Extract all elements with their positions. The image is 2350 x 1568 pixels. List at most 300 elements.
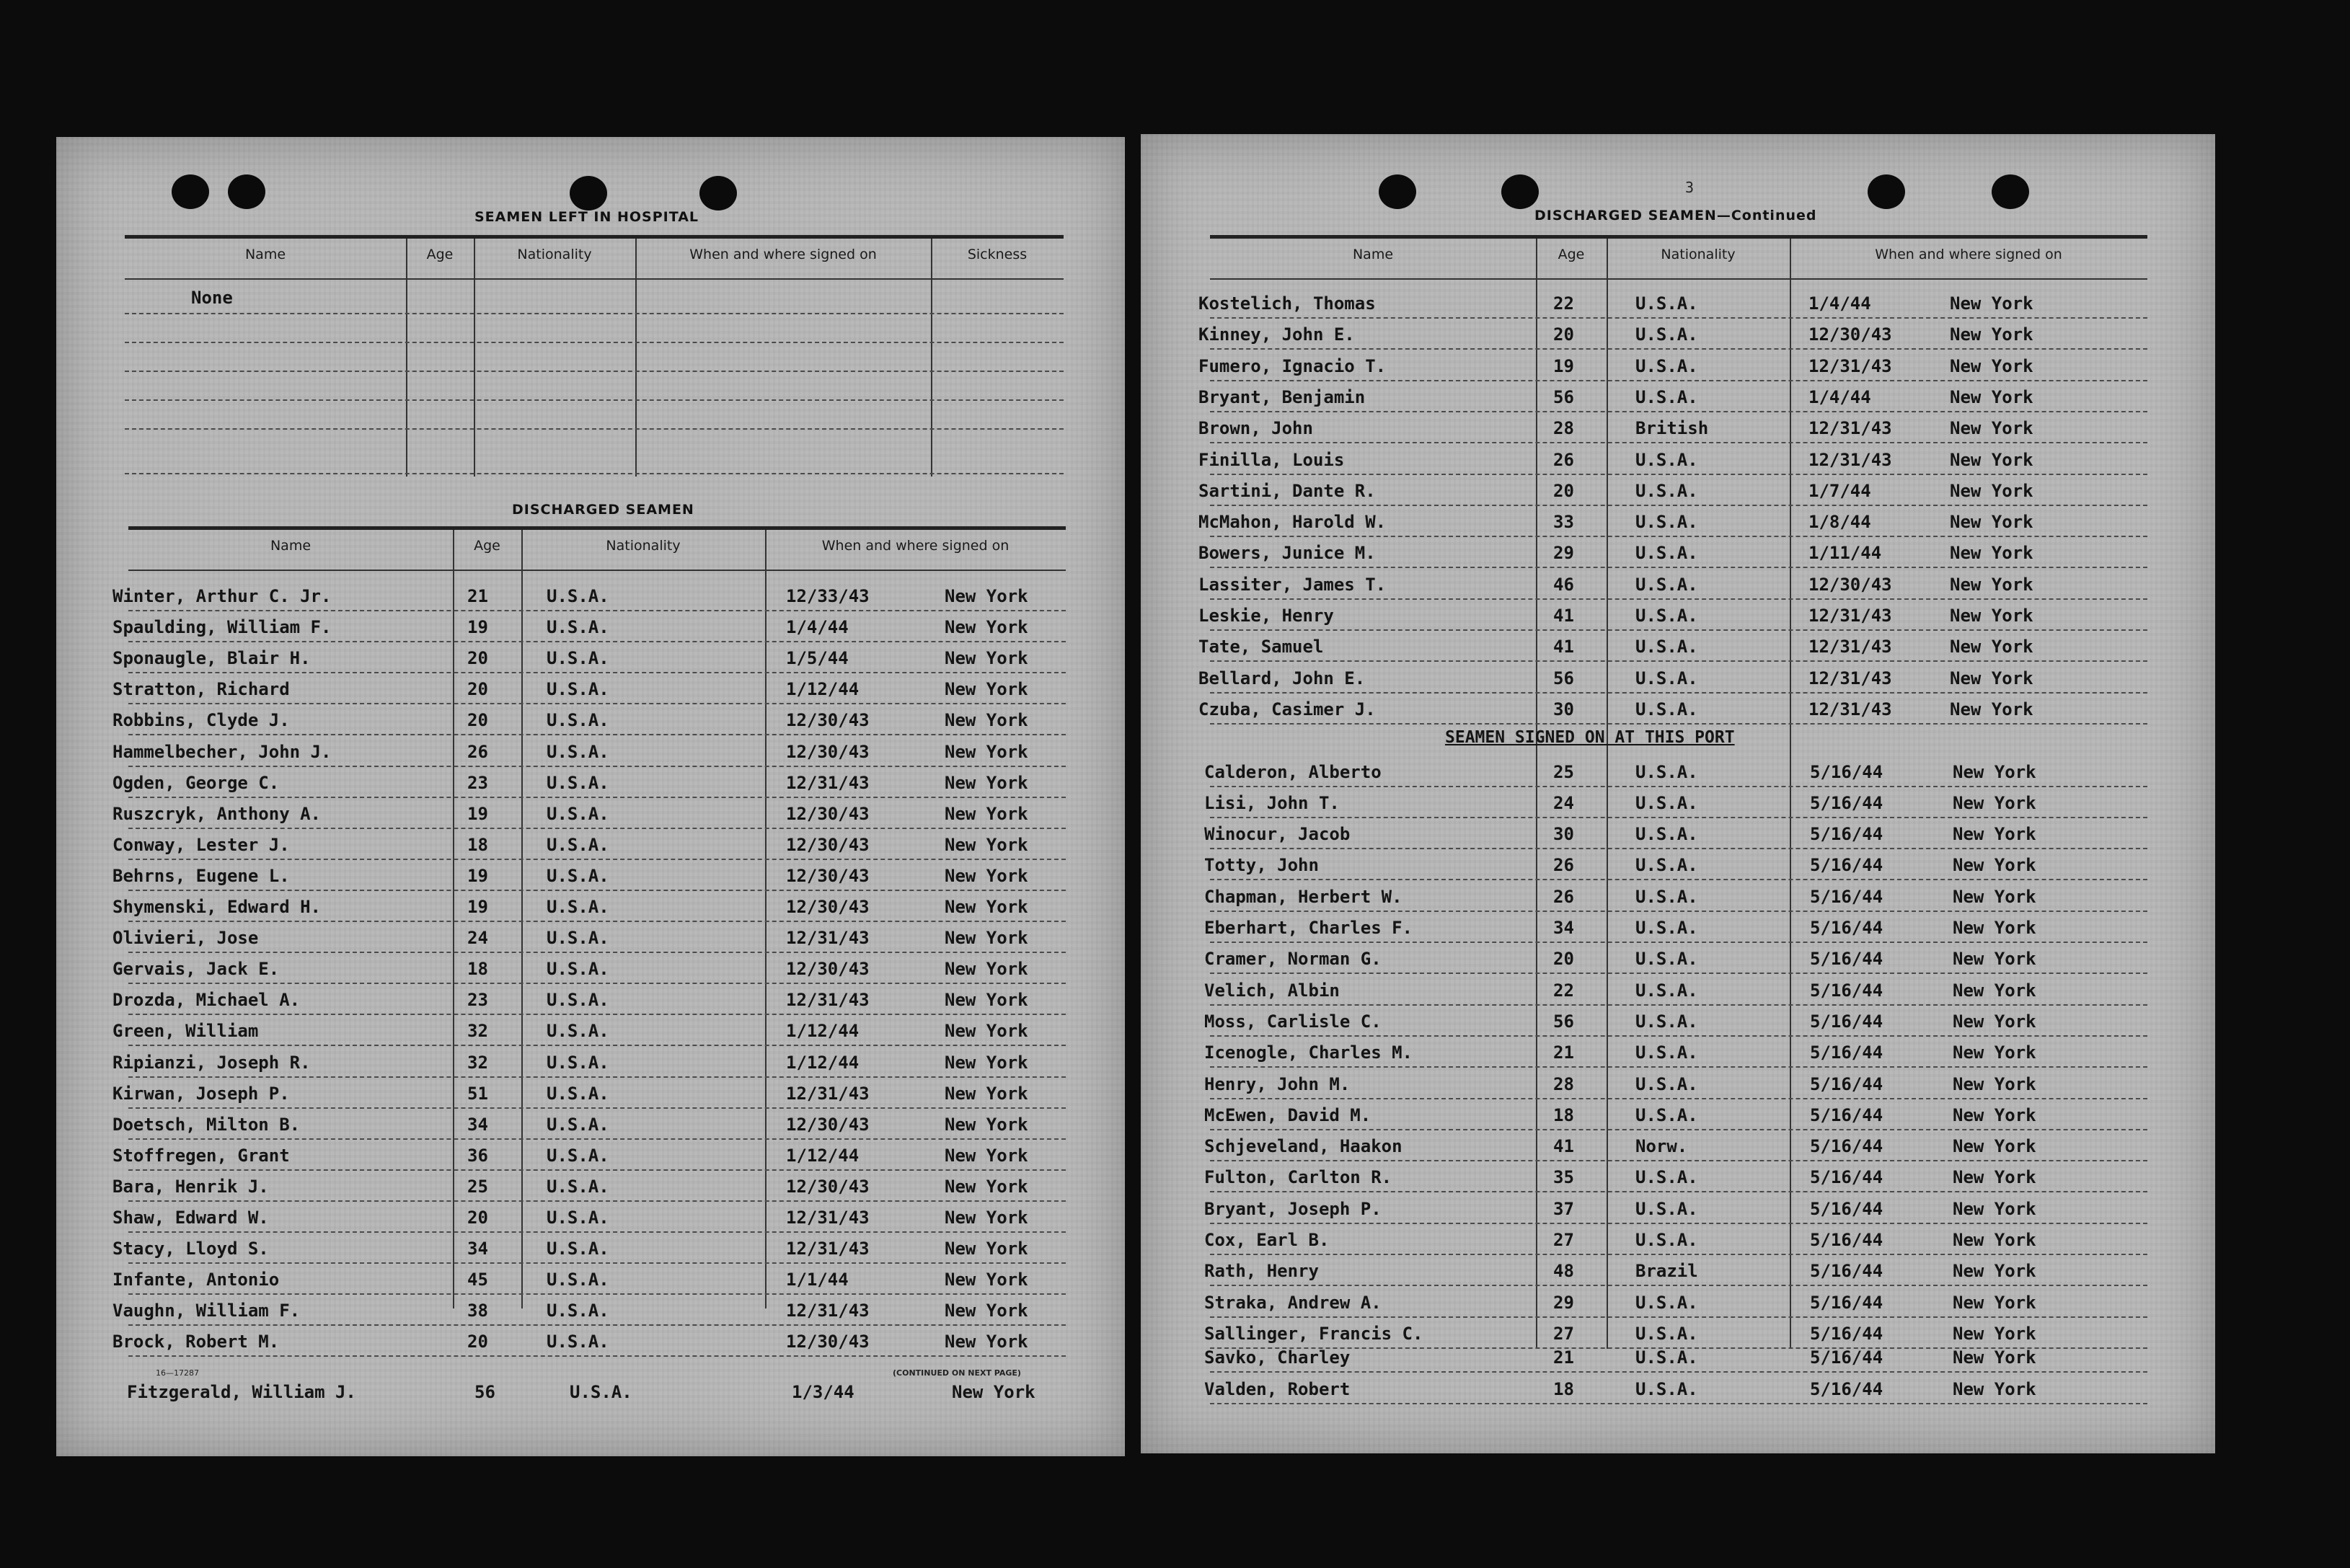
signed-on-date: 1/8/44	[1808, 512, 1871, 533]
signed-on-date: 5/16/44	[1810, 1347, 1883, 1368]
signed-on-place: New York	[1953, 918, 2036, 938]
signed-on-place: New York	[945, 710, 1028, 731]
seaman-name: Ripianzi, Joseph R.	[112, 1052, 311, 1073]
table-row	[1198, 319, 2147, 350]
seaman-nationality: Norw.	[1635, 1136, 1688, 1157]
table-row	[1204, 944, 2147, 975]
seaman-name: Sallinger, Francis C.	[1204, 1323, 1423, 1344]
signed-on-date: 12/30/43	[786, 897, 870, 917]
seaman-nationality: U.S.A.	[547, 741, 609, 762]
hospital-table	[125, 235, 1064, 480]
seaman-nationality: U.S.A.	[1635, 543, 1698, 564]
signed-on-date: 1/11/44	[1808, 543, 1882, 564]
seaman-age: 20	[467, 679, 488, 700]
seaman-age: 19	[1553, 355, 1574, 376]
seaman-nationality: U.S.A.	[547, 834, 609, 855]
seaman-nationality: U.S.A.	[547, 990, 609, 1011]
seaman-name: Cramer, Norman G.	[1204, 949, 1382, 970]
seaman-nationality: U.S.A.	[547, 959, 609, 980]
seaman-age: 26	[1553, 449, 1574, 470]
seaman-age: 20	[1553, 480, 1574, 501]
signed-on-date: 12/31/43	[786, 1083, 870, 1104]
signed-on-place: New York	[1950, 606, 2033, 626]
signed-on-date: 12/30/43	[786, 741, 870, 762]
seaman-name: Shaw, Edward W.	[112, 1208, 269, 1228]
seaman-nationality: Brazil	[1635, 1261, 1698, 1282]
signed-on-place: New York	[945, 679, 1028, 700]
seaman-name: Savko, Charley	[1204, 1347, 1351, 1368]
table-row	[112, 674, 1066, 705]
table-row	[1198, 694, 2147, 725]
table-row	[1198, 288, 2147, 319]
signed-on-place: New York	[945, 1176, 1028, 1197]
signed-on-date: 12/31/43	[1808, 606, 1892, 626]
seaman-nationality: U.S.A.	[547, 772, 609, 793]
signed-on-date: 12/30/43	[786, 834, 870, 855]
seaman-nationality: U.S.A.	[1635, 668, 1698, 688]
seaman-age: 18	[1553, 1104, 1574, 1125]
signed-on-place: New York	[945, 741, 1028, 762]
seaman-name: Henry, John M.	[1204, 1073, 1351, 1094]
seaman-nationality: U.S.A.	[547, 1239, 609, 1259]
seaman-name: Rath, Henry	[1204, 1261, 1319, 1282]
signed-on-place: New York	[1950, 543, 2033, 564]
seaman-nationality: U.S.A.	[1635, 1230, 1698, 1250]
seaman-name: Moss, Carlisle C.	[1204, 1011, 1382, 1032]
seaman-name: Bryant, Benjamin	[1198, 386, 1366, 407]
table-row	[1204, 1162, 2147, 1193]
seaman-nationality: U.S.A.	[547, 1208, 609, 1228]
signed-on-place: New York	[945, 990, 1028, 1011]
seaman-nationality: U.S.A.	[1635, 1042, 1698, 1063]
seaman-name: Stoffregen, Grant	[112, 1145, 290, 1166]
seaman-age: 25	[1553, 761, 1574, 782]
seaman-name: Stacy, Lloyd S.	[112, 1239, 269, 1259]
seaman-age: 41	[1553, 606, 1574, 626]
signed-on-date: 5/16/44	[1810, 855, 1883, 876]
table-row	[112, 737, 1066, 768]
table-row	[1198, 476, 2147, 507]
seaman-nationality: U.S.A.	[547, 1145, 609, 1166]
signed-on-place: New York	[1953, 1073, 2036, 1094]
signed-on-date: 5/16/44	[1810, 980, 1883, 1001]
seaman-age: 56	[1553, 386, 1574, 407]
signed-on-date: 12/31/43	[786, 1239, 870, 1259]
seaman-age: 33	[1553, 512, 1574, 533]
seaman-age: 32	[467, 1052, 488, 1073]
continued-title: DISCHARGED SEAMEN—Continued	[1534, 208, 1817, 223]
seaman-name: Velich, Albin	[1204, 980, 1340, 1001]
punch-hole	[699, 176, 737, 211]
table-row	[1198, 413, 2147, 444]
signed-on-date: 1/3/44	[792, 1382, 854, 1402]
seaman-name: McMahon, Harold W.	[1198, 512, 1387, 533]
seaman-nationality: U.S.A.	[1635, 386, 1698, 407]
table-row	[1198, 382, 2147, 413]
continued-note: (CONTINUED ON NEXT PAGE)	[893, 1368, 1021, 1378]
seaman-age: 51	[467, 1083, 488, 1104]
seaman-name: Spaulding, William F.	[112, 617, 332, 638]
table-row	[1204, 1288, 2147, 1319]
seaman-age: 19	[467, 865, 488, 886]
seaman-age: 23	[467, 772, 488, 793]
table-row	[1204, 819, 2147, 850]
signed-on-place: New York	[945, 1239, 1028, 1259]
signed-on-place: New York	[945, 865, 1028, 886]
signed-on-date: 5/16/44	[1810, 1323, 1883, 1344]
signed-on-place: New York	[945, 1145, 1028, 1166]
signed-on-date: 5/16/44	[1810, 761, 1883, 782]
seaman-nationality: U.S.A.	[1635, 480, 1698, 501]
signed-on-date: 5/16/44	[1810, 1261, 1883, 1282]
signed-on-date: 12/30/43	[1808, 574, 1892, 595]
col-header-name: Name	[1352, 247, 1394, 262]
signed-on-date: 12/30/43	[786, 959, 870, 980]
seaman-name: Chapman, Herbert W.	[1204, 886, 1403, 907]
signed-on-date: 5/16/44	[1810, 1136, 1883, 1157]
signed-on-place: New York	[952, 1382, 1035, 1402]
seaman-name: Bowers, Junice M.	[1198, 543, 1376, 564]
signed-on-place: New York	[1953, 1230, 2036, 1250]
signed-on-place: New York	[1950, 512, 2033, 533]
table-row	[112, 768, 1066, 799]
seaman-nationality: U.S.A.	[1635, 449, 1698, 470]
seaman-age: 21	[1553, 1042, 1574, 1063]
discharged-table	[112, 526, 1066, 1363]
seaman-name: Winocur, Jacob	[1204, 824, 1351, 845]
seaman-nationality: U.S.A.	[547, 1332, 609, 1352]
table-row	[1204, 788, 2147, 819]
seaman-age: 41	[1553, 1136, 1574, 1157]
table-row	[112, 1326, 1066, 1357]
signed-on-date: 12/31/43	[1808, 637, 1892, 657]
seaman-nationality: U.S.A.	[1635, 574, 1698, 595]
seaman-age: 34	[1553, 918, 1574, 938]
seaman-nationality: U.S.A.	[547, 617, 609, 638]
col-header-signed-on: When and where signed on	[1875, 247, 2062, 262]
signed-on-section-label: SEAMEN SIGNED ON AT THIS PORT	[1445, 728, 1735, 748]
signed-on-place: New York	[945, 834, 1028, 855]
signed-on-date: 1/4/44	[1808, 293, 1871, 314]
seaman-name: Olivieri, Jose	[112, 928, 259, 949]
signed-on-date: 12/31/43	[1808, 699, 1892, 719]
signed-on-date: 1/4/44	[1808, 386, 1871, 407]
signed-on-place: New York	[1953, 1104, 2036, 1125]
signed-on-place: New York	[1950, 699, 2033, 719]
seaman-name: Ruszcryk, Anthony A.	[112, 803, 321, 824]
signed-on-date: 12/30/43	[1808, 324, 1892, 345]
seaman-nationality: U.S.A.	[547, 803, 609, 824]
seaman-age: 19	[467, 897, 488, 917]
seaman-age: 34	[467, 1239, 488, 1259]
table-row	[112, 1109, 1066, 1140]
table-row	[112, 1078, 1066, 1109]
discharged-continued-table	[1198, 235, 2147, 1400]
signed-on-place: New York	[1953, 1261, 2036, 1282]
seaman-nationality: U.S.A.	[547, 1114, 609, 1135]
seaman-name: Stratton, Richard	[112, 679, 290, 700]
signed-on-date: 5/16/44	[1810, 1167, 1883, 1188]
signed-on-date: 12/31/43	[1808, 668, 1892, 688]
seaman-nationality: U.S.A.	[547, 710, 609, 731]
table-row	[1204, 1256, 2147, 1287]
signed-on-place: New York	[945, 897, 1028, 917]
seaman-nationality: U.S.A.	[1635, 606, 1698, 626]
col-header-age: Age	[426, 247, 454, 262]
signed-on-place: New York	[1953, 792, 2036, 813]
table-row	[1204, 1037, 2147, 1068]
signed-on-date: 5/16/44	[1810, 1011, 1883, 1032]
col-header-nationality: Nationality	[517, 247, 592, 262]
seaman-name: Leskie, Henry	[1198, 606, 1334, 626]
seaman-name: Tate, Samuel	[1198, 637, 1324, 657]
seaman-age: 20	[467, 710, 488, 731]
table-row	[1204, 757, 2147, 788]
table-row	[112, 799, 1066, 830]
seaman-age: 23	[467, 990, 488, 1011]
signed-on-place: New York	[1950, 386, 2033, 407]
seaman-name: Bryant, Joseph P.	[1204, 1198, 1382, 1219]
seaman-age: 30	[1553, 824, 1574, 845]
table-row	[112, 705, 1066, 736]
seaman-nationality: U.S.A.	[547, 1270, 609, 1290]
seaman-name: Lisi, John T.	[1204, 792, 1340, 813]
signed-on-date: 5/16/44	[1810, 1104, 1883, 1125]
seaman-nationality: U.S.A.	[1635, 761, 1698, 782]
seaman-age: 26	[467, 741, 488, 762]
signed-on-place: New York	[945, 1301, 1028, 1321]
page-number: 3	[1685, 179, 1695, 196]
seaman-name: Eberhart, Charles F.	[1204, 918, 1413, 938]
seaman-name: Bellard, John E.	[1198, 668, 1366, 688]
signed-on-place: New York	[945, 772, 1028, 793]
seaman-nationality: U.S.A.	[1635, 1104, 1698, 1125]
signed-on-date: 12/30/43	[786, 710, 870, 731]
seaman-age: 21	[1553, 1347, 1574, 1368]
seaman-name: McEwen, David M.	[1204, 1104, 1371, 1125]
signed-on-date: 5/16/44	[1810, 824, 1883, 845]
seaman-name: Straka, Andrew A.	[1204, 1292, 1382, 1313]
signed-on-place: New York	[1953, 949, 2036, 970]
seaman-age: 19	[467, 617, 488, 638]
seaman-name: Finilla, Louis	[1198, 449, 1345, 470]
signed-on-date: 12/31/43	[1808, 449, 1892, 470]
seaman-age: 37	[1553, 1198, 1574, 1219]
seaman-nationality: U.S.A.	[1635, 1323, 1698, 1344]
signed-on-date: 12/31/43	[786, 990, 870, 1011]
signed-on-place: New York	[945, 1114, 1028, 1135]
signed-on-place: New York	[945, 648, 1028, 669]
seaman-age: 18	[1553, 1379, 1574, 1400]
table-row-extra	[128, 1377, 1066, 1408]
signed-on-place: New York	[945, 959, 1028, 980]
seaman-age: 56	[1553, 1011, 1574, 1032]
signed-on-date: 1/12/44	[786, 679, 860, 700]
seaman-name: Green, William	[112, 1021, 259, 1042]
col-header-nationality: Nationality	[606, 538, 681, 554]
seaman-name: Winter, Arthur C. Jr.	[112, 586, 332, 606]
signed-on-place: New York	[945, 586, 1028, 606]
signed-on-date: 12/31/43	[786, 1208, 870, 1228]
seaman-age: 22	[1553, 293, 1574, 314]
signed-on-date: 12/30/43	[786, 1332, 870, 1352]
right-page	[1141, 134, 2215, 1453]
punch-hole	[570, 176, 607, 211]
signed-on-date: 12/31/43	[1808, 418, 1892, 439]
signed-on-date: 12/31/43	[786, 772, 870, 793]
signed-on-place: New York	[945, 1208, 1028, 1228]
seaman-nationality: U.S.A.	[1635, 1198, 1698, 1219]
table-row	[112, 1140, 1066, 1171]
seaman-nationality: U.S.A.	[547, 586, 609, 606]
col-header-signed-on: When and where signed on	[821, 538, 1010, 554]
seaman-name: Fulton, Carlton R.	[1204, 1167, 1392, 1188]
signed-on-place: New York	[1953, 980, 2036, 1001]
col-header-age: Age	[1558, 247, 1585, 262]
signed-on-date: 5/16/44	[1810, 949, 1883, 970]
seaman-age: 26	[1553, 855, 1574, 876]
signed-on-date: 5/16/44	[1810, 792, 1883, 813]
signed-on-place: New York	[1953, 1167, 2036, 1188]
signed-on-place: New York	[945, 1021, 1028, 1042]
seaman-age: 27	[1553, 1230, 1574, 1250]
signed-on-date: 1/12/44	[786, 1145, 860, 1166]
seaman-name: Kirwan, Joseph P.	[112, 1083, 290, 1104]
table-row	[112, 861, 1066, 892]
seaman-age: 48	[1553, 1261, 1574, 1282]
form-number: 16—17287	[156, 1368, 199, 1378]
signed-on-place: New York	[1953, 1347, 2036, 1368]
signed-on-place: New York	[1953, 855, 2036, 876]
signed-on-date: 5/16/44	[1810, 1379, 1883, 1400]
seaman-nationality: U.S.A.	[547, 865, 609, 886]
table-row	[112, 1202, 1066, 1233]
table-row	[112, 830, 1066, 861]
table-row	[112, 892, 1066, 923]
table-row	[1198, 601, 2147, 632]
seaman-age: 27	[1553, 1323, 1574, 1344]
hospital-entry-none: None	[191, 288, 233, 308]
seaman-age: 28	[1553, 1073, 1574, 1094]
seaman-age: 30	[1553, 699, 1574, 719]
seaman-name: Czuba, Casimer J.	[1198, 699, 1376, 719]
seaman-age: 38	[467, 1301, 488, 1321]
table-row	[1204, 975, 2147, 1006]
seaman-name: Brown, John	[1198, 418, 1313, 439]
table-row	[112, 612, 1066, 643]
table-row	[1204, 913, 2147, 944]
signed-on-place: New York	[1953, 1292, 2036, 1313]
signed-on-date: 5/16/44	[1810, 918, 1883, 938]
seaman-age: 29	[1553, 1292, 1574, 1313]
seaman-nationality: U.S.A.	[1635, 918, 1698, 938]
punch-hole	[1868, 174, 1905, 209]
signed-on-date: 1/5/44	[786, 648, 849, 669]
seaman-name: Totty, John	[1204, 855, 1319, 876]
table-row	[112, 923, 1066, 954]
seaman-age: 36	[467, 1145, 488, 1166]
seaman-age: 18	[467, 959, 488, 980]
signed-on-date: 1/7/44	[1808, 480, 1871, 501]
table-row	[112, 1171, 1066, 1202]
seaman-age: 28	[1553, 418, 1574, 439]
signed-on-place: New York	[945, 1270, 1028, 1290]
seaman-nationality: U.S.A.	[547, 1301, 609, 1321]
seaman-age: 46	[1553, 574, 1574, 595]
table-row	[112, 1233, 1066, 1264]
seaman-name: Sartini, Dante R.	[1198, 480, 1376, 501]
table-row	[1204, 850, 2147, 881]
signed-on-place: New York	[1950, 418, 2033, 439]
signed-on-place: New York	[945, 928, 1028, 949]
table-row	[1204, 1069, 2147, 1100]
seaman-age: 41	[1553, 637, 1574, 657]
seaman-nationality: U.S.A.	[1635, 980, 1698, 1001]
seaman-age: 22	[1553, 980, 1574, 1001]
seaman-nationality: British	[1635, 418, 1709, 439]
seaman-age: 24	[1553, 792, 1574, 813]
col-header-name: Name	[270, 538, 312, 554]
table-row	[112, 581, 1066, 612]
signed-on-place: New York	[1953, 824, 2036, 845]
table-row	[1198, 570, 2147, 601]
signed-on-place: New York	[1950, 355, 2033, 376]
hospital-title: SEAMEN LEFT IN HOSPITAL	[474, 209, 699, 225]
signed-on-date: 5/16/44	[1810, 1230, 1883, 1250]
seaman-name: Calderon, Alberto	[1204, 761, 1382, 782]
seaman-name: Valden, Robert	[1204, 1379, 1351, 1400]
seaman-nationality: U.S.A.	[1635, 355, 1698, 376]
signed-on-date: 1/12/44	[786, 1021, 860, 1042]
seaman-nationality: U.S.A.	[547, 1083, 609, 1104]
signed-on-place: New York	[945, 617, 1028, 638]
signed-on-place: New York	[1950, 668, 2033, 688]
seaman-nationality: U.S.A.	[547, 679, 609, 700]
signed-on-place: New York	[1953, 1136, 2036, 1157]
seaman-nationality: U.S.A.	[1635, 1292, 1698, 1313]
seaman-nationality: U.S.A.	[547, 1052, 609, 1073]
left-page	[56, 137, 1125, 1456]
seaman-nationality: U.S.A.	[1635, 293, 1698, 314]
table-row	[1198, 351, 2147, 382]
seaman-nationality: U.S.A.	[1635, 886, 1698, 907]
punch-hole	[1501, 174, 1539, 209]
seaman-nationality: U.S.A.	[547, 648, 609, 669]
seaman-age: 18	[467, 834, 488, 855]
punch-hole	[172, 174, 209, 209]
seaman-age: 20	[467, 1208, 488, 1228]
seaman-name: Infante, Antonio	[112, 1270, 280, 1290]
table-row	[1198, 445, 2147, 476]
discharged-title: DISCHARGED SEAMEN	[512, 502, 694, 518]
seaman-age: 26	[1553, 886, 1574, 907]
signed-on-place: New York	[1950, 637, 2033, 657]
seaman-nationality: U.S.A.	[1635, 1379, 1698, 1400]
seaman-name: Cox, Earl B.	[1204, 1230, 1330, 1250]
seaman-name: Schjeveland, Haakon	[1204, 1136, 1403, 1157]
signed-on-date: 5/16/44	[1810, 1292, 1883, 1313]
table-row	[1204, 1342, 2147, 1373]
table-row	[112, 643, 1066, 674]
seaman-age: 35	[1553, 1167, 1574, 1188]
seaman-nationality: U.S.A.	[547, 928, 609, 949]
signed-on-place: New York	[945, 1332, 1028, 1352]
seaman-name: Behrns, Eugene L.	[112, 865, 290, 886]
seaman-age: 29	[1553, 543, 1574, 564]
seaman-age: 25	[467, 1176, 488, 1197]
table-row	[1204, 1006, 2147, 1037]
seaman-nationality: U.S.A.	[1635, 824, 1698, 845]
